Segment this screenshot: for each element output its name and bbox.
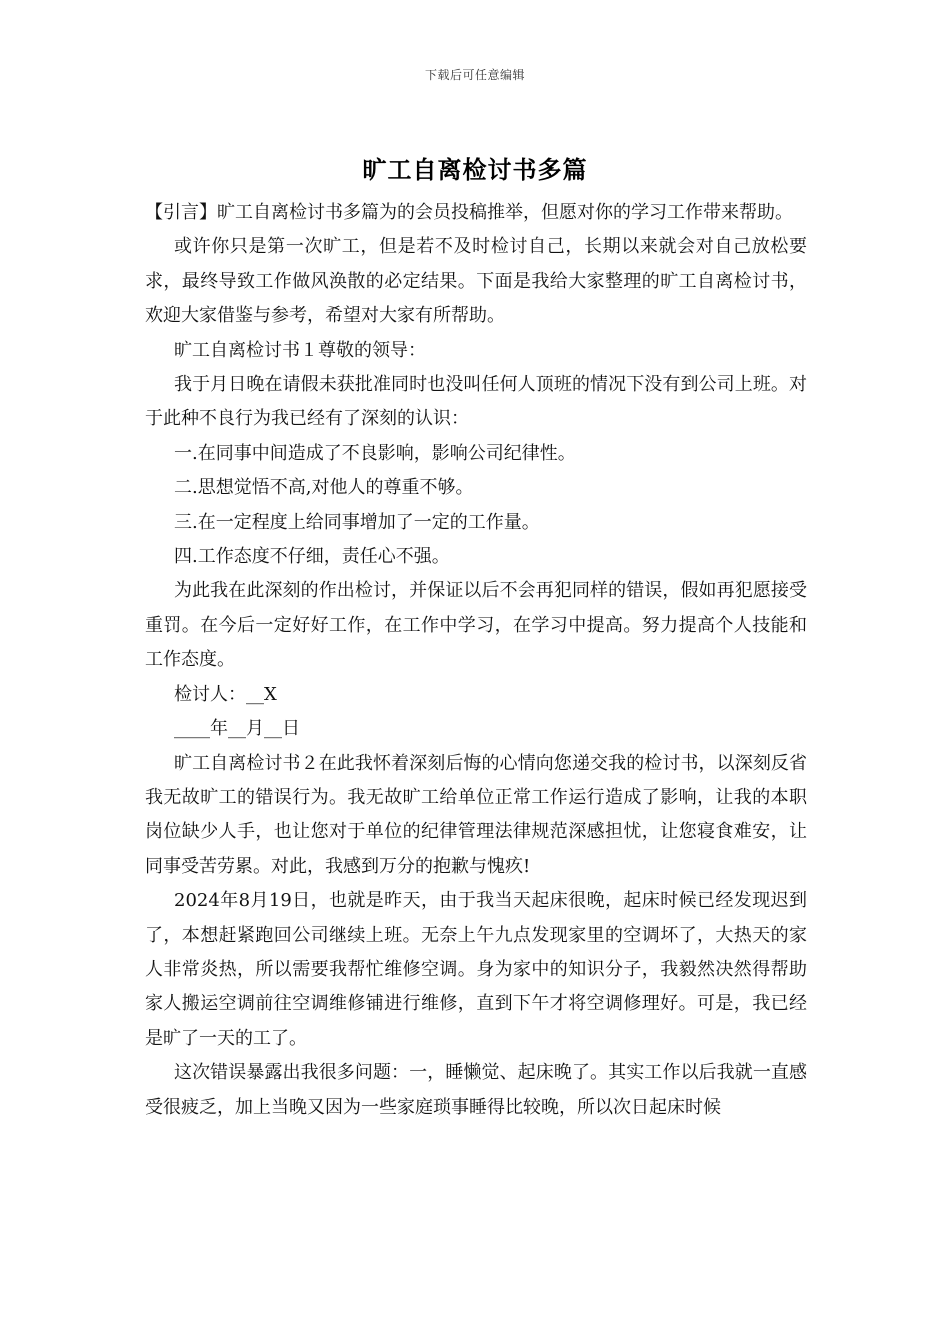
paragraph-intro: 【引言】旷工自离检讨书多篇为的会员投稿推举，但愿对你的学习工作带来帮助。: [145, 202, 793, 223]
signature-line: 检讨人：__X: [174, 683, 277, 705]
document-title: 旷工自离检讨书多篇: [362, 155, 588, 184]
paragraph-letter1-heading: 旷工自离检讨书１尊敬的领导：: [174, 339, 426, 361]
list-item: 一.在同事中间造成了不良影响，影响公司纪律性。: [174, 442, 576, 464]
paragraph: 这次错误暴露出我很多问题：一，睡懒觉、起床晚了。其实工作以后我就一直感受很疲乏，加上当晚又因为一些家庭琐事睡得比较晚，所以次日起床时候: [145, 1062, 807, 1118]
list-item: 四.工作态度不仔细，责任心不强。: [174, 546, 450, 568]
list-item: 二.思想觉悟不高,对他人的尊重不够。: [174, 477, 474, 499]
paragraph: 或许你只是第一次旷工，但是若不及时检讨自己，长期以来就会对自己放松要求，最终导致工作做风涣散的必定结果。下面是我给大家整理的旷工自离检讨书，欢迎大家借鉴与参考，希望对大家有所帮助。: [145, 236, 807, 327]
header-note: 下载后可任意编辑: [424, 68, 525, 82]
document-body: [145, 196, 807, 1125]
list-item: 三.在一定程度上给同事增加了一定的工作量。: [174, 511, 540, 533]
paragraph-letter2: 旷工自离检讨书２在此我怀着深刻后悔的心情向您递交我的检讨书，以深刻反省我无故旷工的错误行为。我无故旷工给单位正常工作运行造成了影响，让我的本职岗位缺少人手，也让您对于单位的纪律管理法律规范深感担忧，让您寝食难安，让同事受苦劳累。对此，我感到万分的抱歉与愧疚!: [145, 752, 807, 877]
paragraph: 为此我在此深刻的作出检讨，并保证以后不会再犯同样的错误，假如再犯愿接受重罚。在今后一定好好工作，在工作中学习，在学习中提高。努力提高个人技能和工作态度。: [145, 580, 807, 671]
paragraph: 2024年8月19日，也就是昨天，由于我当天起床很晚，起床时候已经发现迟到了，本想赶紧跑回公司继续上班。无奈上午九点发现家里的空调坏了，大热天的家人非常炎热，所以需要我帮忙维修空调。身为家中的知识分子，我毅然决然得帮助家人搬运空调前往空调维修铺进行维修，直到下午才将空调修理好。可是，我已经是旷了一天的工了。: [145, 890, 807, 1049]
date-line: ____年__月__日: [174, 718, 300, 740]
paragraph: 我于月日晚在请假未获批准同时也没叫任何人顶班的情况下没有到公司上班。对于此种不良行为我已经有了深刻的认识：: [145, 374, 807, 430]
